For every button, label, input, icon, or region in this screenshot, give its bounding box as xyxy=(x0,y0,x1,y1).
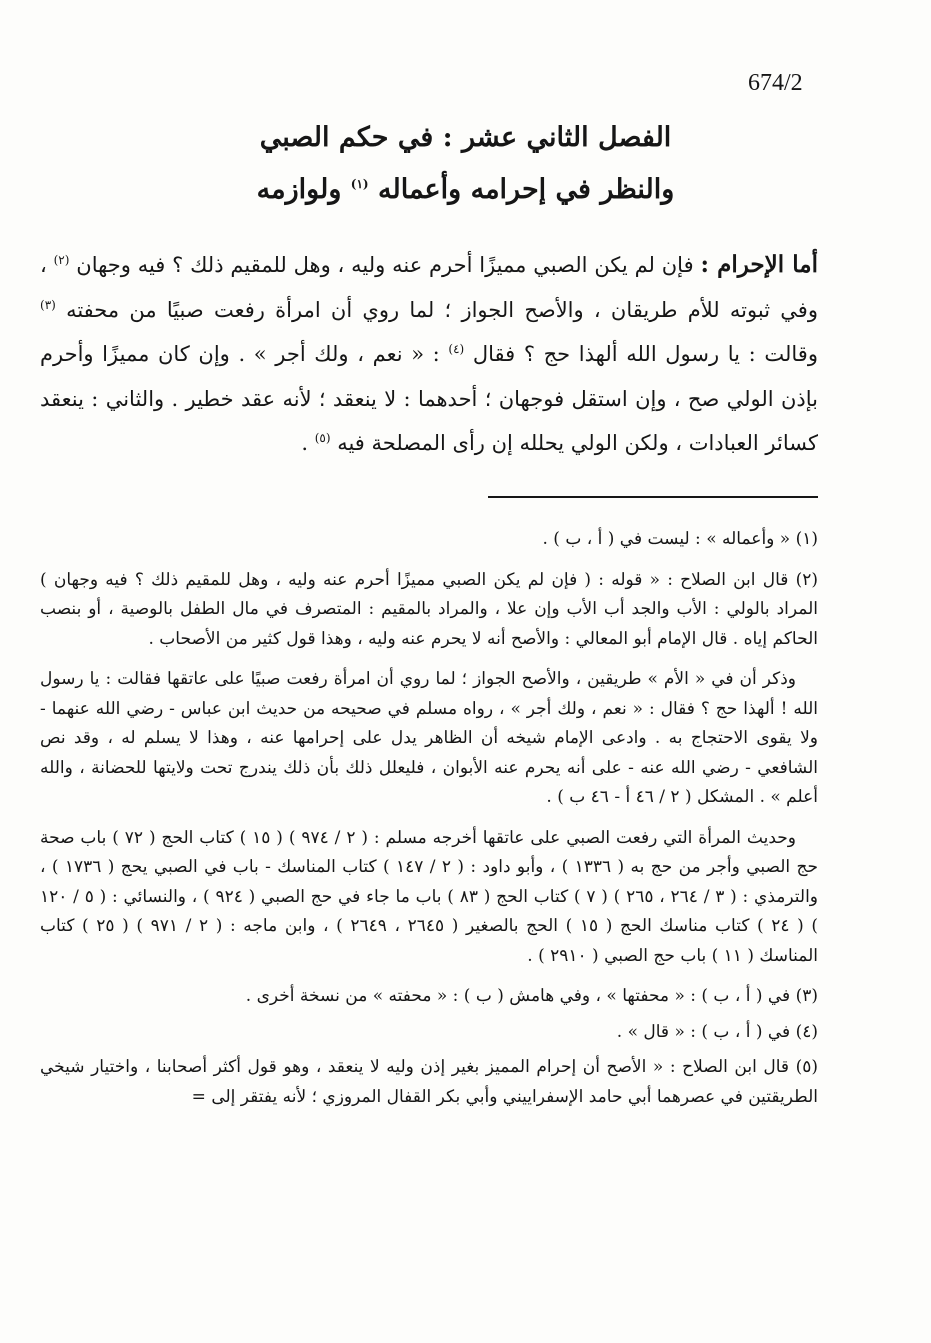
footnote-ref-4: (٤) xyxy=(448,342,465,356)
footnote-ref-5: (٥) xyxy=(314,431,331,445)
footnote-ref-3: (٣) xyxy=(40,297,56,312)
body-sentence-5: . xyxy=(301,431,308,455)
chapter-subtitle xyxy=(0,164,931,216)
footnote-ref-2: (٢) xyxy=(53,253,70,267)
footnote-1: (١) « وأعماله » : ليست في ( أ ، ب ) . xyxy=(542,529,818,549)
subtitle-part-a: والنظر في إحرامه وأعماله xyxy=(378,174,675,205)
page-number: 674/2 xyxy=(748,70,803,96)
chapter-title: الفصل الثاني عشر : في حكم الصبي xyxy=(259,122,672,153)
footnote-4: (٤) في ( أ ، ب ) : « قال » . xyxy=(616,1021,818,1042)
footnote-3: (٣) في ( أ ، ب ) : « محفتها » ، وفي هامش ( ب ) : « محفته » من نسخة أخرى . xyxy=(245,986,818,1006)
body-sentence-1: فإن لم يكن الصبي مميزًا أحرم عنه وليه ، وهل للمقيم ذلك ؟ فيه وجهان xyxy=(76,253,694,277)
chapter-heading xyxy=(0,112,931,216)
footnote-5: (٥) قال ابن الصلاح : « الأصح أن إحرام المميز بغير إذن وليه لا ينعقد ، وهو قول أكثر أصحابنا ، واختيار شيخي الطريقتين في عصرهما أبي حامد الإسفراييني وأبي بكر القفال المروزي ؛ لأنه يفتقر إلى = xyxy=(40,1057,818,1107)
footnote-2: (٢) قال ابن الصلاح : « قوله : ( فإن لم يكن الصبي مميزًا أحرم عنه وليه ، وهل للمقيم ذلك ؟ فيه وجهان ) المراد بالولي : الأب والجد أب الأب وإن علا ، والمراد بالمقيم : المتصرف في مال الطفل بالوصية ، أو بنصب الحاكم إياه . قال الإمام أبو المعالي : والأصح أنه لا يحرم عنه وليه ، وهذا قول كثير من الأصحاب . xyxy=(40,569,818,649)
subtitle-part-b: ولوازمه xyxy=(256,174,342,205)
body-sentence-4: : « نعم ، ولك أجر » . وإن كان مميزًا وأحرم بإذن الولي صح ، وإن استقل فوجهان ؛ أحدهما : لا ينعقد ؛ لأنه عقد خطير . والثاني : ينعقد كسائر العبادات ، ولكن الولي يحلله إن رأى المصلحة فيه xyxy=(40,342,818,455)
footnote-2-paragraph-3: وحديث المرأة التي رفعت الصبي على عاتقها أخرجه مسلم : ( ٢ / ٩٧٤ ) ( ١٥ ) كتاب الحج ( ٧٢ ) باب صحة حج الصبي وأجر من حج به ( ١٣٣٦ ) ، وأبو داود : ( ٢ / ١٤٧ ) كتاب المناسك - باب في الصبي يحج ( ١٧٣٦ ) ، والترمذي : ( ٣ / ٢٦٤ ، ٢٦٥ ) ( ٧ ) كتاب الحج ( ٨٣ ) باب ما جاء في حج الصبي ( ٩٢٤ ) ، والنسائي : ( ٥ / ١٢٠ ) ( ٢٤ ) كتاب مناسك الحج ( ١٥ ) الحج بالصغير ( ٢٦٤٥ ، ٢٦٤٩ ) ، وابن ماجه : ( ٢ / ٩٧١ ) ( ٢٥ ) كتاب المناسك ( ١١ ) باب حج الصبي ( ٢٩١٠ ) . xyxy=(40,827,819,966)
footnote-separator xyxy=(488,496,818,498)
footnote-ref-1: (١) xyxy=(350,177,369,191)
footnotes-section xyxy=(40,525,818,1123)
footnote-2-paragraph-2: وذكر أن في « الأم » طريقين ، والأصح الجواز ؛ لما روي أن امرأة رفعت صبيًا على عاتقها فقالت : يا رسول الله ! ألهذا حج ؟ فقال : « نعم ، ولك أجر » ، رواه مسلم في صحيحه من حديث ابن عباس - رضي الله عنهما - ولا يقوى الاحتجاج به . وادعى الإمام شيخه أن الظاهر يدل على إحرامها عنه ، وهذا لا يسلم له ، وقد نص الشافعي - رضي الله عنه - على أنه يحرم عنه الأبوان ، فليعلل ذلك بأن ذلك يندرج تحت ولايتها للحضانة ، والله أعلم » . المشكل ( ٢ / ٤٦ أ - ٤٦ ب ) . xyxy=(40,669,818,807)
body-sentence-3: وقالت : يا رسول الله ألهذا حج ؟ فقال xyxy=(472,342,818,366)
paragraph-lead: أما الإحرام : xyxy=(700,251,819,278)
main-paragraph xyxy=(40,243,818,466)
body-sentence-2: ، وفي ثبوته للأم طريقان ، والأصح الجواز ؛ لما روي أن امرأة رفعت صبيًا من محفته xyxy=(40,253,818,322)
